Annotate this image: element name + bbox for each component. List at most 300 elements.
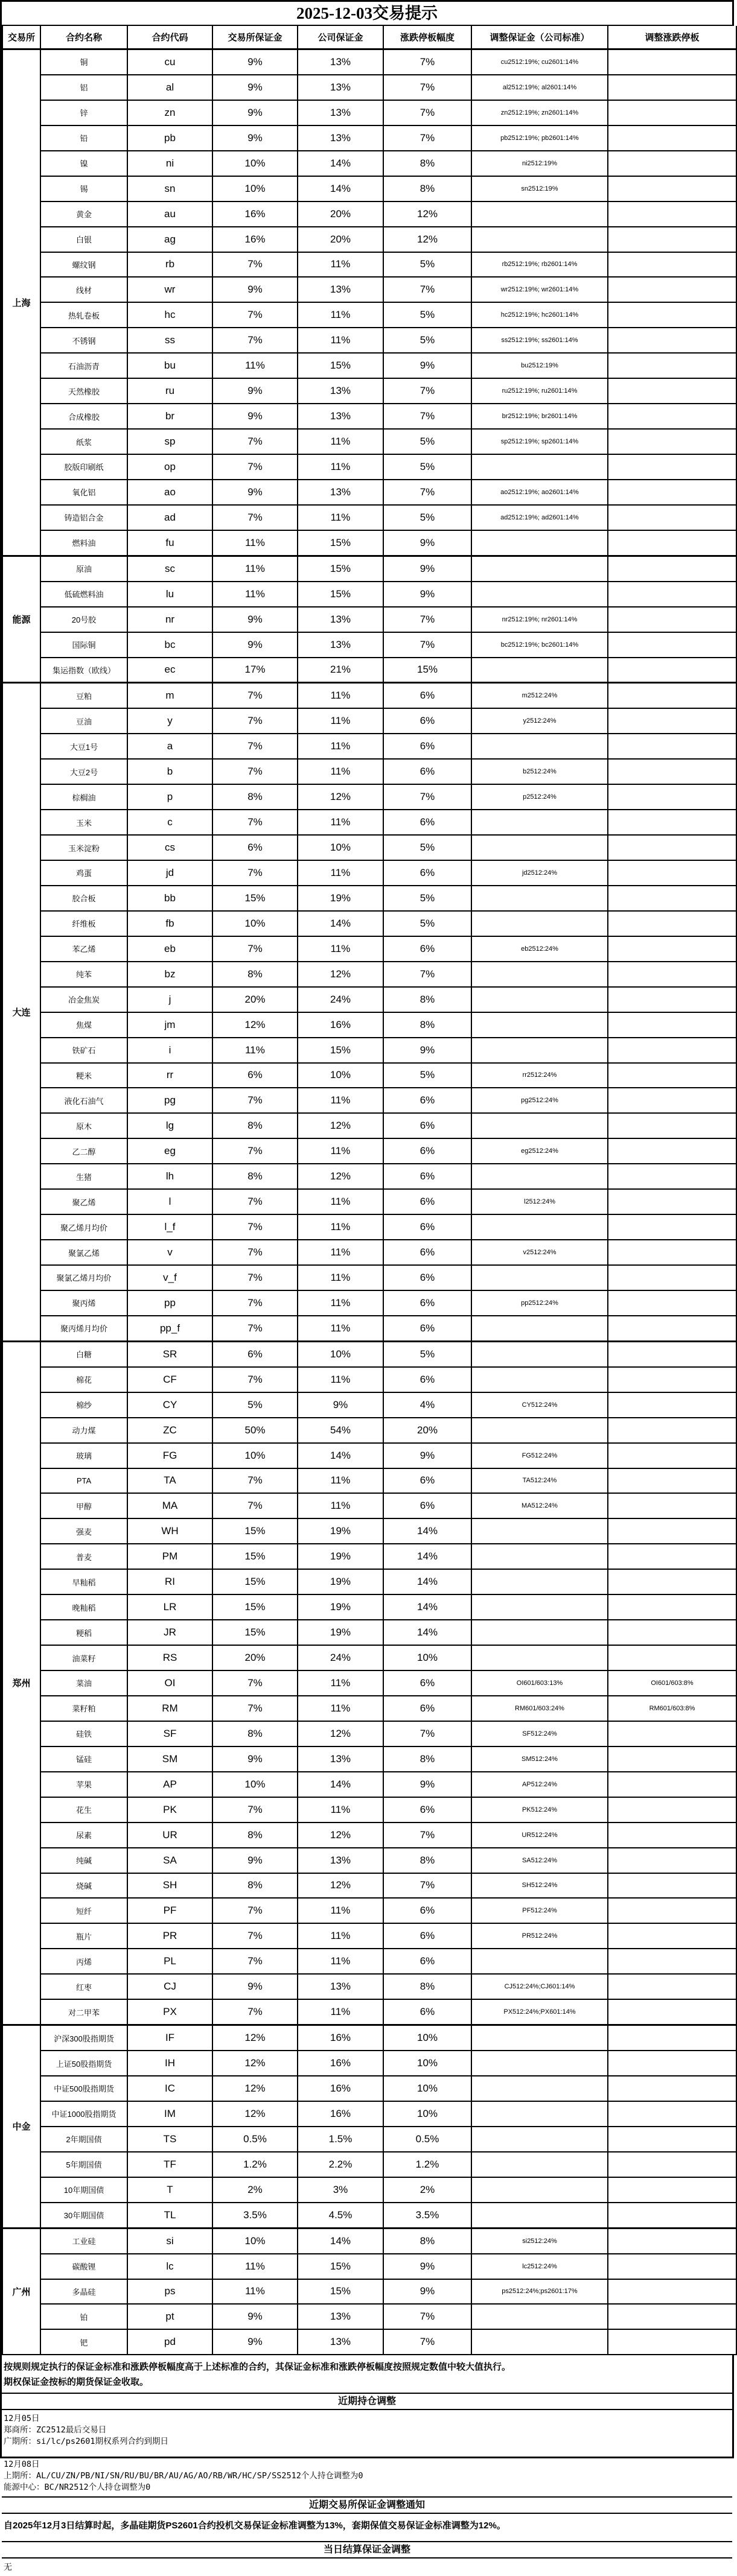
table-row — [2, 1088, 736, 1113]
adjusted-margin-cell — [471, 1012, 608, 1038]
contract-code-cell: zn — [127, 100, 212, 125]
adjusted-margin-cell — [471, 201, 608, 227]
contract-name-cell: 锡 — [40, 176, 127, 201]
limit-range-cell: 9% — [383, 530, 471, 556]
contract-code-cell: RS — [127, 1645, 212, 1670]
company-margin-cell: 10% — [298, 835, 383, 860]
contract-code-cell: bz — [127, 962, 212, 987]
limit-range-cell: 7% — [383, 378, 471, 404]
company-margin-cell: 14% — [298, 1443, 383, 1468]
adjusted-margin-cell: PK512:24% — [471, 1797, 608, 1823]
company-margin-cell: 11% — [298, 1696, 383, 1721]
contract-code-cell: PK — [127, 1797, 212, 1823]
company-margin-cell: 13% — [298, 125, 383, 151]
exchange-margin-cell: 10% — [212, 911, 298, 936]
adjusted-limit-cell — [608, 1823, 736, 1848]
exchange-margin-cell: 12% — [212, 2101, 298, 2127]
contract-code-cell: ao — [127, 480, 212, 505]
adjusted-limit-cell — [608, 1038, 736, 1063]
limit-range-cell: 5% — [383, 454, 471, 480]
contract-code-cell: si — [127, 2228, 212, 2253]
company-margin-cell: 11% — [298, 1290, 383, 1316]
limit-range-cell: 12% — [383, 227, 471, 252]
company-margin-cell: 13% — [298, 632, 383, 658]
adjusted-margin-cell: cu2512:19%; cu2601:14% — [471, 49, 608, 75]
table-row — [2, 252, 736, 278]
table-row — [2, 1012, 736, 1038]
table-row — [2, 734, 736, 759]
contract-name-cell: 豆油 — [40, 708, 127, 734]
company-margin-cell: 4.5% — [298, 2203, 383, 2228]
limit-range-cell: 8% — [383, 1848, 471, 1873]
company-margin-cell: 13% — [298, 2329, 383, 2355]
contract-name-cell: 原木 — [40, 1113, 127, 1138]
limit-range-cell: 8% — [383, 1974, 471, 1999]
exchange-margin-cell: 9% — [212, 378, 298, 404]
company-margin-cell: 11% — [298, 1138, 383, 1164]
adjusted-limit-cell — [608, 632, 736, 658]
contract-code-cell: TL — [127, 2203, 212, 2228]
section-position-adjustment-title: 近期持仓调整 — [2, 2393, 732, 2410]
table-row — [2, 1518, 736, 1544]
exchange-margin-cell: 7% — [212, 1468, 298, 1494]
contract-code-cell: lu — [127, 582, 212, 607]
table-row — [2, 1544, 736, 1569]
table-row — [2, 302, 736, 328]
contract-code-cell: TS — [127, 2127, 212, 2152]
contract-code-cell: hc — [127, 302, 212, 328]
contract-code-cell: SM — [127, 1746, 212, 1772]
limit-range-cell: 7% — [383, 784, 471, 810]
exchange-margin-cell: 7% — [212, 1898, 298, 1923]
limit-range-cell: 4% — [383, 1392, 471, 1418]
limit-range-cell: 7% — [383, 277, 471, 302]
company-margin-cell: 11% — [298, 1214, 383, 1240]
table-row — [2, 1620, 736, 1645]
adjusted-margin-cell — [471, 1645, 608, 1670]
exchange-margin-cell: 11% — [212, 556, 298, 581]
contract-name-cell: 烧碱 — [40, 1873, 127, 1899]
contract-name-cell: 大豆1号 — [40, 734, 127, 759]
table-row — [2, 2279, 736, 2305]
contract-code-cell: FG — [127, 1443, 212, 1468]
exchange-margin-cell: 8% — [212, 784, 298, 810]
adjusted-margin-cell: sp2512:19%; sp2601:14% — [471, 429, 608, 454]
limit-range-cell: 6% — [383, 860, 471, 886]
contract-name-cell: 聚氯乙烯 — [40, 1240, 127, 1265]
adjusted-limit-cell — [608, 505, 736, 530]
table-row — [2, 2152, 736, 2177]
exchange-label: 中金 — [2, 2025, 40, 2229]
company-margin-cell: 12% — [298, 1113, 383, 1138]
contract-code-cell: al — [127, 75, 212, 100]
adjusted-limit-cell — [608, 1873, 736, 1899]
company-margin-cell: 16% — [298, 2051, 383, 2076]
contract-name-cell: 聚乙烯 — [40, 1189, 127, 1214]
adjusted-limit-cell — [608, 1746, 736, 1772]
adjusted-margin-cell: MA512:24% — [471, 1493, 608, 1518]
exchange-label: 能源 — [2, 556, 40, 683]
contract-code-cell: jd — [127, 860, 212, 886]
contract-name-cell: 大豆2号 — [40, 759, 127, 784]
col-header-adjusted-limit: 调整涨跌停板 — [608, 26, 736, 49]
adjusted-limit-cell — [608, 658, 736, 683]
exchange-margin-cell: 7% — [212, 1797, 298, 1823]
contract-code-cell: IH — [127, 2051, 212, 2076]
company-margin-cell: 12% — [298, 962, 383, 987]
adjusted-limit-cell — [608, 252, 736, 278]
exchange-margin-cell: 9% — [212, 125, 298, 151]
limit-range-cell: 6% — [383, 810, 471, 835]
table-row — [2, 454, 736, 480]
contract-name-cell: 聚丙烯 — [40, 1290, 127, 1316]
contract-name-cell: 锰硅 — [40, 1746, 127, 1772]
exchange-margin-cell: 7% — [212, 683, 298, 708]
contract-code-cell: j — [127, 987, 212, 1012]
contract-name-cell: 棉纱 — [40, 1392, 127, 1418]
exchange-margin-cell: 7% — [212, 302, 298, 328]
table-row — [2, 1898, 736, 1923]
contract-code-cell: pp_f — [127, 1316, 212, 1341]
table-row — [2, 1823, 736, 1848]
company-margin-cell: 21% — [298, 658, 383, 683]
adjusted-margin-cell — [471, 1341, 608, 1366]
adjusted-margin-cell: OI601/603:13% — [471, 1670, 608, 1696]
contract-name-cell: 铝 — [40, 75, 127, 100]
table-row — [2, 1873, 736, 1899]
contract-code-cell: SH — [127, 1873, 212, 1899]
contract-code-cell: T — [127, 2177, 212, 2203]
limit-range-cell: 8% — [383, 987, 471, 1012]
exchange-margin-cell: 11% — [212, 582, 298, 607]
adjusted-margin-cell — [471, 2101, 608, 2127]
exchange-margin-cell: 7% — [212, 734, 298, 759]
adjusted-limit-cell — [608, 734, 736, 759]
adjusted-margin-cell: rb2512:19%; rb2601:14% — [471, 252, 608, 278]
contract-code-cell: bu — [127, 353, 212, 378]
contract-name-cell: 碳酸锂 — [40, 2254, 127, 2279]
adjusted-limit-cell — [608, 151, 736, 176]
adjusted-limit-cell — [608, 1569, 736, 1594]
contract-name-cell: 低硫燃料油 — [40, 582, 127, 607]
table-row — [2, 1949, 736, 1974]
exchange-margin-cell: 7% — [212, 1949, 298, 1974]
limit-range-cell: 14% — [383, 1544, 471, 1569]
adjusted-limit-cell — [608, 759, 736, 784]
exchange-margin-cell: 7% — [212, 429, 298, 454]
contract-code-cell: ru — [127, 378, 212, 404]
company-margin-cell: 11% — [298, 708, 383, 734]
contract-code-cell: wr — [127, 277, 212, 302]
limit-range-cell: 0.5% — [383, 2127, 471, 2152]
adjusted-limit-cell — [608, 2304, 736, 2329]
adjusted-margin-cell: eb2512:24% — [471, 936, 608, 962]
contract-code-cell: a — [127, 734, 212, 759]
limit-range-cell: 6% — [383, 1240, 471, 1265]
contract-name-cell: 集运指数（欧线） — [40, 658, 127, 683]
contract-name-cell: 豆粕 — [40, 683, 127, 708]
table-row — [2, 1848, 736, 1873]
company-margin-cell: 9% — [298, 1392, 383, 1418]
contract-name-cell: 中证1000股指期货 — [40, 2101, 127, 2127]
company-margin-cell: 14% — [298, 1772, 383, 1797]
exchange-margin-cell: 9% — [212, 480, 298, 505]
contract-code-cell: y — [127, 708, 212, 734]
adjusted-limit-cell — [608, 1493, 736, 1518]
adjusted-margin-cell: TA512:24% — [471, 1468, 608, 1494]
adjusted-limit-cell — [608, 2101, 736, 2127]
adjusted-limit-cell — [608, 2329, 736, 2355]
contract-code-cell: jm — [127, 1012, 212, 1038]
adjusted-margin-cell: ps2512:24%;ps2601:17% — [471, 2279, 608, 2305]
limit-range-cell: 7% — [383, 962, 471, 987]
limit-range-cell: 5% — [383, 302, 471, 328]
contract-name-cell: 中证500股指期货 — [40, 2076, 127, 2101]
limit-range-cell: 6% — [383, 1214, 471, 1240]
col-header-contract-name: 合约名称 — [40, 26, 127, 49]
table-row — [2, 49, 736, 75]
contract-code-cell: bc — [127, 632, 212, 658]
adjusted-margin-cell — [471, 658, 608, 683]
company-margin-cell: 15% — [298, 2279, 383, 2305]
company-margin-cell: 13% — [298, 1974, 383, 1999]
company-margin-cell: 14% — [298, 176, 383, 201]
table-row — [2, 1418, 736, 1443]
contract-name-cell: 花生 — [40, 1797, 127, 1823]
adjusted-limit-cell — [608, 1645, 736, 1670]
contract-code-cell: p — [127, 784, 212, 810]
limit-range-cell: 6% — [383, 1923, 471, 1949]
exchange-margin-cell: 9% — [212, 1848, 298, 1873]
adjusted-limit-cell — [608, 1138, 736, 1164]
limit-range-cell: 1.2% — [383, 2152, 471, 2177]
contract-code-cell: WH — [127, 1518, 212, 1544]
table-row — [2, 2254, 736, 2279]
adjusted-limit-cell: OI601/603:8% — [608, 1670, 736, 1696]
contract-code-cell: ni — [127, 151, 212, 176]
exchange-margin-cell: 7% — [212, 1493, 298, 1518]
company-margin-cell: 11% — [298, 936, 383, 962]
table-row — [2, 1443, 736, 1468]
section-margin-notice-body — [2, 2514, 732, 2541]
limit-range-cell: 6% — [383, 1138, 471, 1164]
adjusted-limit-cell — [608, 683, 736, 708]
contract-name-cell: 棕榈油 — [40, 784, 127, 810]
contract-code-cell: TA — [127, 1468, 212, 1494]
company-margin-cell: 11% — [298, 505, 383, 530]
table-header-row — [2, 26, 736, 49]
footnote-line: 按规则规定执行的保证金标准和涨跌停板幅度高于上述标准的合约，其保证金标准和涨跌停板幅度按照规定数值中较大值执行。 — [4, 2362, 511, 2373]
adjusted-limit-cell — [608, 1898, 736, 1923]
exchange-margin-cell: 7% — [212, 1138, 298, 1164]
exchange-margin-cell: 9% — [212, 2304, 298, 2329]
exchange-margin-cell: 7% — [212, 1265, 298, 1290]
limit-range-cell: 7% — [383, 632, 471, 658]
contract-name-cell: 液化石油气 — [40, 1088, 127, 1113]
company-margin-cell: 11% — [298, 1923, 383, 1949]
adjusted-limit-cell — [608, 201, 736, 227]
adjusted-limit-cell — [608, 1974, 736, 1999]
adjusted-limit-cell — [608, 2025, 736, 2051]
contract-code-cell: op — [127, 454, 212, 480]
adjusted-margin-cell — [471, 2304, 608, 2329]
exchange-margin-cell: 16% — [212, 201, 298, 227]
contract-name-cell: 短纤 — [40, 1898, 127, 1923]
table-row — [2, 353, 736, 378]
contract-code-cell: CY — [127, 1392, 212, 1418]
contract-name-cell: 冶金焦炭 — [40, 987, 127, 1012]
contract-name-cell: 油菜籽 — [40, 1645, 127, 1670]
exchange-margin-cell: 15% — [212, 1620, 298, 1645]
adjusted-limit-cell — [608, 328, 736, 353]
contract-code-cell: v_f — [127, 1265, 212, 1290]
contract-name-cell: 铅 — [40, 125, 127, 151]
exchange-margin-cell: 7% — [212, 454, 298, 480]
table-row — [2, 2076, 736, 2101]
table-row — [2, 2329, 736, 2355]
exchange-margin-cell: 7% — [212, 1240, 298, 1265]
contract-code-cell: RM — [127, 1696, 212, 1721]
table-row — [2, 404, 736, 429]
limit-range-cell: 6% — [383, 734, 471, 759]
exchange-margin-cell: 8% — [212, 962, 298, 987]
limit-range-cell: 7% — [383, 480, 471, 505]
limit-range-cell: 6% — [383, 1367, 471, 1392]
contract-code-cell: OI — [127, 1670, 212, 1696]
table-row — [2, 632, 736, 658]
limit-range-cell: 5% — [383, 252, 471, 278]
limit-range-cell: 6% — [383, 1468, 471, 1494]
adjusted-margin-cell: pp2512:24% — [471, 1290, 608, 1316]
adjusted-margin-cell — [471, 556, 608, 581]
page-title: 2025-12-03交易提示 — [2, 2, 732, 26]
limit-range-cell: 6% — [383, 1265, 471, 1290]
contract-code-cell: pp — [127, 1290, 212, 1316]
company-margin-cell: 14% — [298, 911, 383, 936]
limit-range-cell: 8% — [383, 176, 471, 201]
table-row — [2, 1645, 736, 1670]
contract-code-cell: JR — [127, 1620, 212, 1645]
adjusted-limit-cell — [608, 1797, 736, 1823]
company-margin-cell: 11% — [298, 1265, 383, 1290]
limit-range-cell: 9% — [383, 353, 471, 378]
adjusted-limit-cell — [608, 582, 736, 607]
adjusted-limit-cell — [608, 987, 736, 1012]
adjusted-limit-cell — [608, 1721, 736, 1746]
adjusted-margin-cell: jd2512:24% — [471, 860, 608, 886]
contract-name-cell: 白糖 — [40, 1341, 127, 1366]
contract-name-cell: 铜 — [40, 49, 127, 75]
contract-code-cell: cu — [127, 49, 212, 75]
limit-range-cell: 14% — [383, 1518, 471, 1544]
table-row — [2, 1696, 736, 1721]
contract-code-cell: eb — [127, 936, 212, 962]
exchange-margin-cell: 15% — [212, 1518, 298, 1544]
adjusted-limit-cell — [608, 1418, 736, 1443]
contract-code-cell: IF — [127, 2025, 212, 2051]
limit-range-cell: 5% — [383, 835, 471, 860]
adjusted-limit-cell — [608, 886, 736, 911]
contract-name-cell: 聚氯乙烯月均价 — [40, 1265, 127, 1290]
table-row — [2, 759, 736, 784]
table-row — [2, 1746, 736, 1772]
company-margin-cell: 11% — [298, 1670, 383, 1696]
company-margin-cell: 2.2% — [298, 2152, 383, 2177]
contract-name-cell: 铁矿石 — [40, 1038, 127, 1063]
contract-name-cell: 动力煤 — [40, 1418, 127, 1443]
company-margin-cell: 11% — [298, 1797, 383, 1823]
col-header-adjusted-margin: 调整保证金（公司标准） — [471, 26, 608, 49]
table-row — [2, 328, 736, 353]
adjusted-margin-cell — [471, 2203, 608, 2228]
company-margin-cell: 11% — [298, 1088, 383, 1113]
table-row — [2, 708, 736, 734]
company-margin-cell: 11% — [298, 1493, 383, 1518]
adjusted-margin-cell: UR512:24% — [471, 1823, 608, 1848]
exchange-margin-cell: 7% — [212, 1290, 298, 1316]
adjusted-limit-cell — [608, 1012, 736, 1038]
table-row — [2, 2304, 736, 2329]
exchange-margin-cell: 11% — [212, 1038, 298, 1063]
adjusted-margin-cell — [471, 582, 608, 607]
limit-range-cell: 6% — [383, 1189, 471, 1214]
limit-range-cell: 10% — [383, 2051, 471, 2076]
adjusted-margin-cell — [471, 1594, 608, 1620]
adjusted-limit-cell — [608, 962, 736, 987]
exchange-margin-cell: 6% — [212, 1341, 298, 1366]
exchange-margin-cell: 15% — [212, 1594, 298, 1620]
adjusted-margin-cell — [471, 454, 608, 480]
adjusted-limit-cell — [608, 302, 736, 328]
table-row — [2, 987, 736, 1012]
exchange-margin-cell: 9% — [212, 49, 298, 75]
adjusted-margin-cell: bu2512:19% — [471, 353, 608, 378]
adjusted-margin-cell — [471, 2025, 608, 2051]
contract-name-cell: 乙二醇 — [40, 1138, 127, 1164]
adjusted-limit-cell — [608, 2076, 736, 2101]
limit-range-cell: 6% — [383, 1999, 471, 2025]
table-row — [2, 1670, 736, 1696]
company-margin-cell: 12% — [298, 1721, 383, 1746]
adjusted-margin-cell: al2512:19%; al2601:14% — [471, 75, 608, 100]
exchange-label: 郑州 — [2, 1341, 40, 2025]
exchange-margin-cell: 15% — [212, 1569, 298, 1594]
limit-range-cell: 14% — [383, 1594, 471, 1620]
exchange-margin-cell: 7% — [212, 252, 298, 278]
contract-code-cell: SR — [127, 1341, 212, 1366]
exchange-margin-cell: 7% — [212, 505, 298, 530]
limit-range-cell: 6% — [383, 1493, 471, 1518]
adjusted-limit-cell — [608, 936, 736, 962]
adjusted-margin-cell: SH512:24% — [471, 1873, 608, 1899]
adjusted-limit-cell — [608, 1443, 736, 1468]
contract-name-cell: 玻璃 — [40, 1443, 127, 1468]
table-row — [2, 2127, 736, 2152]
exchange-margin-cell: 20% — [212, 1645, 298, 1670]
exchange-margin-cell: 1.2% — [212, 2152, 298, 2177]
section-settlement-adjustment-title: 当日结算保证金调整 — [2, 2541, 732, 2559]
adjusted-margin-cell — [471, 1214, 608, 1240]
company-margin-cell: 15% — [298, 556, 383, 581]
adjusted-limit-cell — [608, 1240, 736, 1265]
limit-range-cell: 10% — [383, 1645, 471, 1670]
contract-code-cell: ec — [127, 658, 212, 683]
contract-name-cell: 20号胶 — [40, 607, 127, 632]
contract-name-cell: 铸造铝合金 — [40, 505, 127, 530]
adjusted-margin-cell — [471, 1418, 608, 1443]
company-margin-cell: 11% — [298, 683, 383, 708]
adjusted-limit-cell — [608, 1341, 736, 1366]
